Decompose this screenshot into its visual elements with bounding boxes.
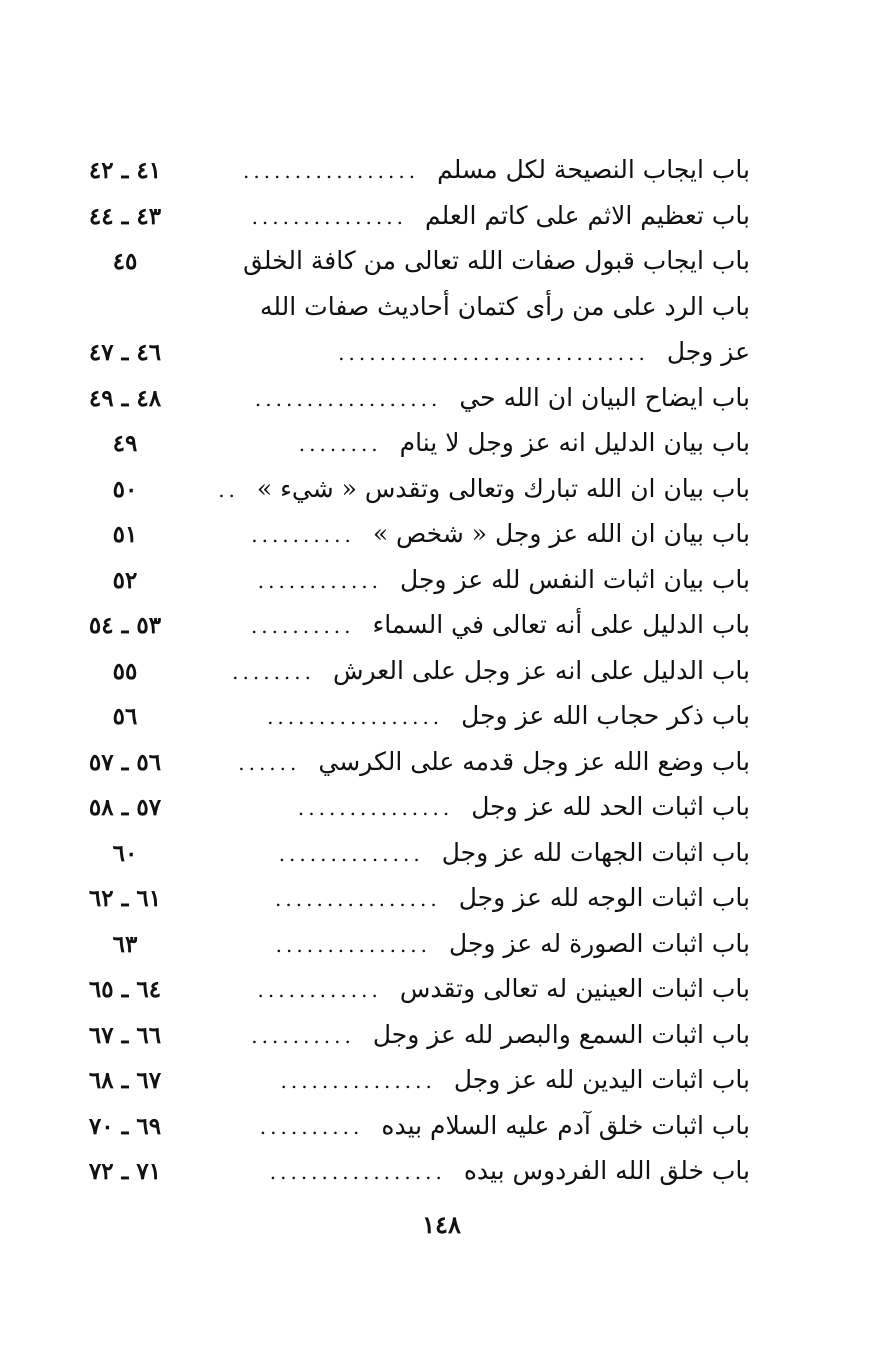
toc-entry [70,883,750,929]
toc-entry-title: باب ايجاب قبول صفات الله تعالى من كافة الخلق [243,246,750,275]
toc-entry-pages: ٥٣ ـ ٥٤ [88,612,162,639]
toc-entry-pages: ٦٣ [112,930,138,958]
toc-leader-dots: .......... [251,1023,355,1048]
toc-entry [70,1156,750,1202]
toc-entry-title: باب اثبات العينين له تعالى وتقدس [399,974,750,1003]
toc-leader-dots: ................ [275,887,441,911]
toc-entry-title: باب اثبات السمع والبصر لله عز وجل [372,1019,750,1049]
toc-leader-dots: .............................. [338,341,649,365]
toc-entry-pages: ٤٦ ـ ٤٧ [88,339,162,366]
toc-entry-pages: ٥٠ [112,475,138,503]
toc-leader-dots: ........ [232,659,315,684]
toc-entry-title: باب ايجاب النصيحة لكل مسلم [437,155,750,184]
toc-entry [70,792,750,838]
toc-entry-title: باب خلق الله الفردوس بيده [463,1156,750,1185]
toc-leader-dots: ............ [257,568,383,593]
toc-leader-dots: .. [218,477,239,502]
toc-entry-pages: ٦٩ ـ ٧٠ [88,1112,162,1140]
toc-entry-pages: ٤٥ [112,248,138,275]
toc-entry [70,519,750,565]
toc-entry-title: باب بيان ان الله عز وجل « شخص » [372,519,750,548]
toc-entry-title: باب اثبات الجهات لله عز وجل [441,837,750,867]
toc-entry-pages: ٦٤ ـ ٦٥ [88,976,162,1003]
toc-entry [70,383,750,429]
toc-leader-dots: ................. [269,1160,446,1184]
toc-entry-pages: ٤١ ـ ٤٢ [88,157,162,184]
toc-entry-title: باب الرد على من رأى كتمان أحاديث صفات الله [259,291,750,321]
toc-entry [70,565,750,611]
table-of-contents [70,155,750,1202]
toc-entry [70,155,750,201]
toc-entry [70,747,750,793]
toc-entry [70,838,750,884]
toc-entry [70,337,750,383]
toc-leader-dots: ...... [238,750,301,775]
toc-leader-dots: ............... [275,932,432,957]
toc-entry-title: باب الدليل على أنه تعالى في السماء [372,610,750,639]
toc-leader-dots: .............. [278,841,424,866]
toc-entry-title: باب اثبات اليدين لله عز وجل [453,1065,750,1094]
toc-entry [70,474,750,520]
toc-entry-pages: ٦٠ [112,839,138,867]
toc-entry-title: باب ايضاح البيان ان الله حي [459,382,750,412]
toc-leader-dots: ................. [242,159,420,183]
toc-entry-pages: ٥٦ [112,703,138,730]
toc-entry-pages: ٥١ [112,521,138,548]
toc-entry [70,1111,750,1157]
toc-entry [70,428,750,474]
toc-leader-dots: ........ [298,432,382,456]
toc-entry [70,292,750,338]
toc-entry-pages: ٥٢ [112,566,138,594]
toc-entry [70,246,750,292]
toc-leader-dots: .......... [251,523,355,547]
toc-entry-pages: ٦٧ ـ ٦٨ [88,1067,162,1094]
toc-entry-title: باب وضع الله عز وجل قدمه على الكرسي [318,746,750,776]
toc-leader-dots: ............ [257,978,382,1002]
toc-entry-title: باب اثبات الحد لله عز وجل [471,792,750,821]
toc-leader-dots: .................. [254,386,442,411]
toc-entry-title: باب بيان اثبات النفس لله عز وجل [400,564,750,594]
toc-entry-pages: ٧١ ـ ٧٢ [88,1158,162,1185]
toc-entry-title: باب بيان الدليل انه عز وجل لا ينام [399,428,750,457]
toc-entry-title: عز وجل [666,337,750,366]
toc-entry-pages: ٥٥ [112,657,138,685]
toc-entry-title: باب تعظيم الاثم على كاتم العلم [424,200,750,230]
toc-entry-pages: ٦١ ـ ٦٢ [88,885,162,912]
toc-entry [70,701,750,747]
toc-entry-title: باب اثبات خلق آدم عليه السلام بيده [381,1110,750,1140]
toc-entry-pages: ٥٦ ـ ٥٧ [88,748,162,776]
toc-leader-dots: ................. [267,705,444,729]
toc-entry [70,610,750,656]
toc-leader-dots: .......... [259,1114,364,1139]
toc-entry-title: باب بيان ان الله تبارك وتعالى وتقدس « شيء » [256,473,750,503]
toc-entry [70,1020,750,1066]
toc-entry-pages: ٤٨ ـ ٤٩ [88,384,162,412]
toc-entry-pages: ٥٧ ـ ٥٨ [88,794,162,821]
toc-entry-title: باب اثبات الوجه لله عز وجل [458,883,750,912]
toc-entry [70,974,750,1020]
toc-leader-dots: ............... [297,796,454,820]
toc-leader-dots: .......... [250,614,355,638]
toc-entry [70,201,750,247]
toc-leader-dots: ............... [251,204,407,229]
toc-entry-pages: ٦٦ ـ ٦٧ [88,1021,162,1049]
toc-entry-title: باب الدليل على انه عز وجل على العرش [333,655,750,685]
toc-entry-title: باب اثبات الصورة له عز وجل [449,928,750,958]
page-number: ١٤٨ [422,1210,461,1239]
toc-entry [70,656,750,702]
toc-entry-pages: ٤٩ [112,430,138,457]
toc-leader-dots: ............... [280,1069,436,1093]
toc-entry-title: باب ذكر حجاب الله عز وجل [461,701,750,730]
toc-entry-pages: ٤٣ ـ ٤٤ [88,202,162,230]
toc-entry [70,1065,750,1111]
toc-entry [70,929,750,975]
